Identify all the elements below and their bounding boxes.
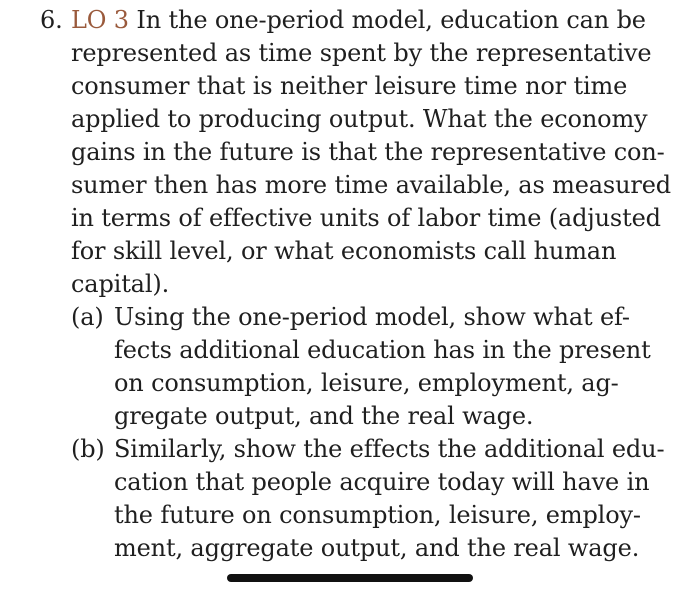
- part-a-text-line: Using the one-period model, show what ef-: [114, 303, 630, 331]
- problem-text-line: in terms of effective units of labor time (adjusted: [71, 204, 661, 232]
- part-b-first-line: [71, 433, 664, 466]
- problem-text-line: applied to producing output. What the economy: [71, 105, 648, 133]
- problem-text-line: capital).: [71, 270, 170, 298]
- part-a-label: (a): [71, 303, 104, 331]
- problem-number: 6.: [40, 6, 63, 34]
- part-b-text-line: the future on consumption, leisure, employ-: [114, 501, 641, 529]
- home-indicator-bar[interactable]: [227, 574, 473, 582]
- problem-text-line: represented as time spent by the representative: [71, 39, 652, 67]
- problem-text-line: In the one-period model, education can be: [128, 6, 646, 34]
- part-a-text-line: gregate output, and the real wage.: [114, 402, 534, 430]
- part-b-text-line: Similarly, show the effects the additional edu-: [114, 435, 665, 463]
- part-a-first-line: [71, 301, 630, 334]
- problem-first-line: [40, 4, 646, 37]
- part-b-text-line: cation that people acquire today will have in: [114, 468, 650, 496]
- learning-objective: LO 3: [71, 6, 129, 34]
- problem-text-line: consumer that is neither leisure time nor time: [71, 72, 628, 100]
- problem-text-line: gains in the future is that the representative con-: [71, 138, 665, 166]
- part-b-text-line: ment, aggregate output, and the real wage.: [114, 534, 640, 562]
- part-a-text-line: on consumption, leisure, employment, ag-: [114, 369, 619, 397]
- problem-text-line: sumer then has more time available, as measured: [71, 171, 671, 199]
- part-b-label: (b): [71, 435, 105, 463]
- part-a-text-line: fects additional education has in the present: [114, 336, 651, 364]
- problem-text-line: for skill level, or what economists call human: [71, 237, 617, 265]
